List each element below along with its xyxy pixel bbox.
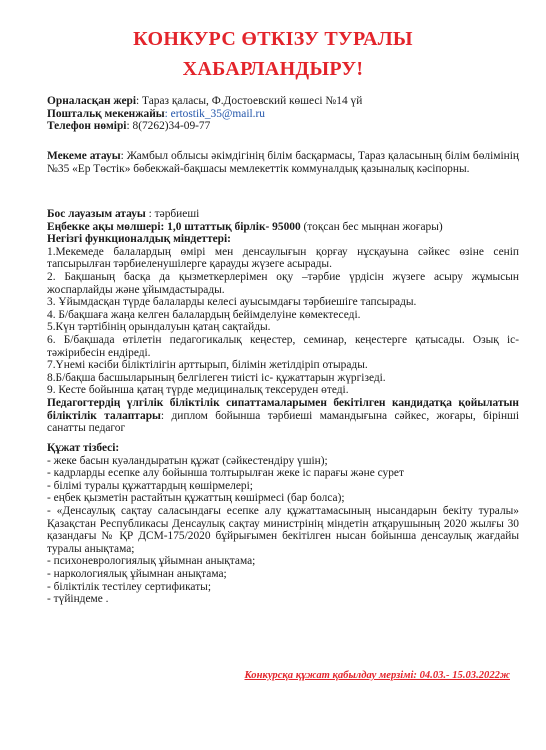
- position-line: [47, 208, 519, 221]
- document-item: - еңбек қызметін растайтын құжаттың көшірмесі (бар болса);: [47, 492, 345, 505]
- salary-label: Еңбекке ақы мөлшері: [47, 220, 161, 233]
- salary-line: [47, 221, 519, 234]
- phone-line: [47, 120, 519, 133]
- institution-value: : Жамбыл облысы әкімдігінің білім басқармасы, Тараз қаласының білім бөлімінің №35 «Ер Төстік» бөбекжай-бақшасы мемлекеттік коммуналдық қазыналық кәсіпорны.: [47, 150, 520, 175]
- institution-label: Мекеме атауы: [47, 150, 121, 162]
- document-item: - кадрларды есепке алу бойынша толтырылған жеке іс парағы және сурет: [47, 467, 404, 480]
- document-item: - наркологиялық ұйымнан анықтама;: [47, 567, 227, 580]
- documents-block: [47, 442, 519, 606]
- position-value: : тәрбиеші: [145, 208, 200, 220]
- duty-item: 4. Б/бақшаға жаңа келген балалардың бейімделуіне көмектеседі.: [47, 308, 361, 321]
- requirements-value: : диплом бойынша тәрбиеші мамандығына сәйкес, жоғары, бірінші санатты педагог: [47, 409, 519, 435]
- duty-item: 5.Күн тәртібінің орындалуын қатаң сақтайды.: [47, 321, 271, 334]
- salary-value: : 1,0 штаттық бірлік- 95000: [160, 220, 301, 233]
- email-line: [47, 108, 519, 121]
- vacancy-block: [47, 208, 519, 435]
- position-label: Бос лауазым атауы: [47, 208, 146, 220]
- document-item: - түйіндеме .: [47, 593, 109, 606]
- document-item: - «Денсаулық сақтау саласындағы есепке алу құжаттамасының нысандарын бекіту туралы» Қазақстан Республикасы Денсаулық сақтау министрінің міндетін атқарушының 2020 жылғы 30 қазандағы № ҚР ДСМ-175/2020 бұйрығымен бекітілген нысан бойынша денсаулық жағдайы туралы анықтама;: [47, 504, 519, 555]
- location-label: Орналасқан жері: [47, 95, 137, 107]
- duty-item: 6. Б/бақшада өтілетін педагогикалық кеңестер, семинар, кеңестерге қатысады. Озық іс-тәжірибесін ендіреді.: [47, 333, 519, 359]
- duties-heading: Негізгі функционалдық міндеттері:: [47, 233, 231, 246]
- title-line-2: ХАБАРЛАНДЫРУ!: [182, 58, 364, 80]
- document-item: - психоневрологиялық ұйымнан анықтама;: [47, 555, 256, 568]
- document-item: - жеке басын куәландыратын құжат (сәйкестендіру үшін);: [47, 454, 328, 467]
- institution-block: [47, 150, 519, 175]
- document-item: - біліктілік тестілеу сертификаты;: [47, 580, 211, 593]
- duty-item: 2. Бақшаның басқа да қызметкерлерімен оқу –тәрбие үрдісін жүзеге асыру жұмысын жоспарлайды және ұйымдастырады.: [47, 270, 519, 296]
- requirements-paragraph: [47, 397, 519, 435]
- requirements-label: Педагогтердің үлгілік біліктілік сипаттамаларымен бекітілген кандидатқа қойылатын біліктілік талаптары: [47, 396, 519, 422]
- duty-item: 1.Мекемеде балалардың өмірі мен денсаулығын қорғау нұсқауына сәйкес өзіне сеніп тапсырылған тәрбиеленушілерге қарауды жүзеге асырады.: [47, 245, 519, 271]
- duty-item: 9. Кесте бойынша қатаң түрде медициналық тексеруден өтеді.: [47, 384, 349, 397]
- duty-item: 3. Ұйымдасқан түрде балаларды келесі ауысымдағы тәрбиешіге тапсырады.: [47, 296, 417, 309]
- phone-label: Телефон нөмірі: [47, 120, 127, 133]
- email-link[interactable]: : ertostik_35@mail.ru: [164, 107, 265, 120]
- duties-list: [47, 246, 519, 397]
- phone-value: : 8(7262)34-09-77: [126, 120, 211, 133]
- email-label: Поштальқ мекенжайы: [47, 107, 165, 120]
- deadline-note: Конкурсқа құжат қабылдау мерзімі: 04.03.- 15.03.2022ж: [244, 670, 510, 681]
- salary-note: (тоқсан бес мыңнан жоғары): [300, 220, 443, 233]
- contacts-block: [47, 95, 519, 133]
- documents-heading: Құжат тізбесі:: [47, 442, 120, 454]
- duty-item: 8.Б/бақша басшыларының белгілеген тиісті іс- құжаттарын жүргізеді.: [47, 371, 386, 384]
- duty-item: 7.Үнемі кәсіби біліктілігін арттырып, білімін жетілдіріп отырады.: [47, 359, 368, 372]
- title-line-1: КОНКУРС ӨТКІЗУ ТУРАЛЫ: [133, 28, 413, 50]
- document-item: - білімі туралы құжаттардың көшірмелері;: [47, 479, 253, 492]
- location-line: [47, 95, 519, 108]
- location-value: : Тараз қаласы, Ф.Достоевский көшесі №14 үй: [136, 95, 363, 107]
